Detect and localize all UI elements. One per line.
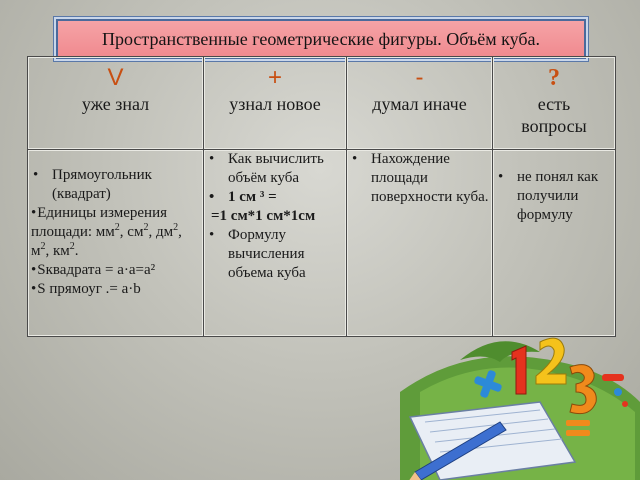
cell-learned [204,150,347,337]
knew-item-rect-area: • S прямоуг .= a·b [28,280,203,299]
thought-item-surface: • Нахождение площади поверхности куба. [347,150,492,207]
header-knew-label: уже знал [81,94,150,114]
math-clipart-illustration [390,322,640,480]
question-item-formula: • не понял как получили формулу [493,168,615,225]
knew-item-rectangle: • Прямоугольник (квадрат) [28,166,203,204]
header-learned-label: узнал новое [229,94,321,114]
knew-item-square-area: • Sквадрата = a·a=a² [28,261,203,280]
title-banner [56,19,586,59]
kwl-table [27,56,616,337]
plus-symbol: + [267,64,282,91]
header-thought-otherwise [347,57,493,150]
learned-list [204,150,346,207]
page-title: Пространственные геометрические фигуры. Объём куба. [101,28,541,49]
cell-thought-otherwise [347,150,493,337]
thought-list [347,150,492,207]
knew-item-units: • Единицы измерения площади: $мм^2$, $см^2$, $дм^2$, $м^2$, $км^2$. [28,204,203,261]
content-row [28,150,616,337]
header-questions [493,57,616,150]
learned-item-how-to: • Как вычислить объём куба [204,150,346,188]
questions-list [493,168,615,225]
header-questions-label-1: есть [537,94,571,114]
cell-knew [28,150,204,337]
checkmark-symbol: V [107,64,124,91]
cell-questions [493,150,616,337]
header-row [28,57,616,150]
minus-symbol: - [415,64,424,91]
header-learned [204,57,347,150]
header-questions-label-2: вопросы [521,116,587,136]
header-knew [28,57,204,150]
learned-item-formula: • Формулу вычисления объема куба [204,226,346,283]
header-thought-otherwise-label: думал иначе [372,94,467,114]
question-symbol: ? [548,65,560,91]
knew-list [28,166,203,204]
learned-item-unit-cont: =1 см*1 см*1см [211,208,316,224]
learned-item-unit: • 1 см ³ = [204,188,346,207]
